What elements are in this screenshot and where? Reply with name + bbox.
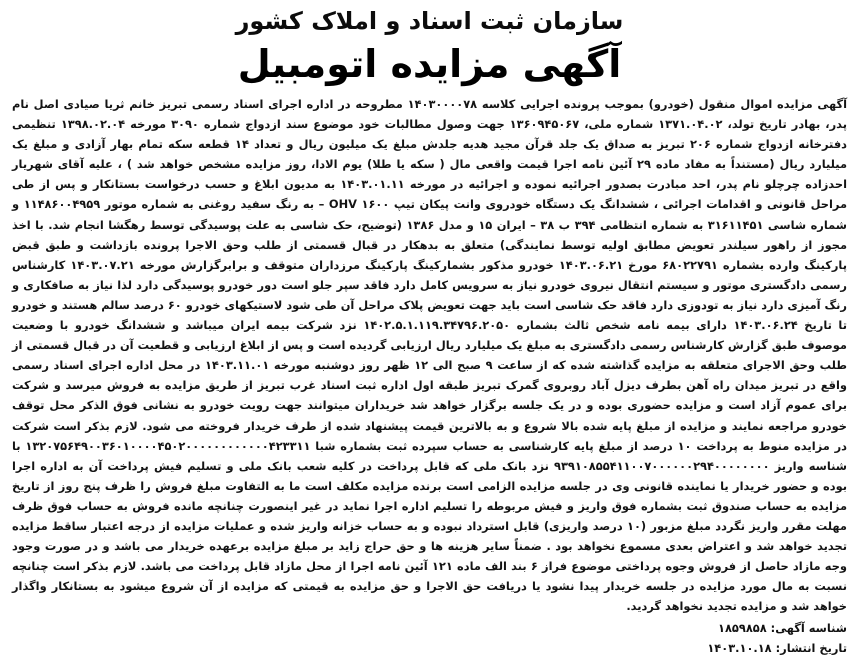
ad-id-value: ۱۸۵۹۸۵۸ xyxy=(718,621,767,636)
publish-date-label: تاریخ انتشار: xyxy=(775,641,847,656)
ad-id-label: شناسه آگهی: xyxy=(770,621,847,636)
notice-title: آگهی مزایده اتومبیل xyxy=(237,42,622,86)
publish-date-value: ۱۴۰۳.۱۰.۱۸ xyxy=(707,641,772,656)
ad-id-line xyxy=(12,618,847,638)
notice-header xyxy=(12,4,847,92)
publish-date-line xyxy=(12,638,847,658)
notice-footer xyxy=(12,618,847,658)
organization-title: سازمان ثبت اسناد و املاک کشور xyxy=(235,7,624,35)
notice-body-text: آگهی مزایده اموال منقول (خودرو) بموجب پرونده اجرایی کلاسه ۱۴۰۳۰۰۰۰۷۸ مطروحه در اداره اجرای اسناد رسمی تبریز خانم ثریا صیادی اصل نام پدر، بهادر تاریخ تولد، ۱۳۷۱.۰۴.۰۲ شماره ملی، ۱۳۶۰۹۴۵۰۶۷ جهت وصول مطالبات خود موضوع سند ازدواج شماره ۳۰۹۰ مورخه ۱۳۹۸.۰۲.۰۴ تنظیمی دفترخانه ازدواج شماره ۲۰۶ تبریز به صداق یک جلد قرآن مجید هدیه جلدش مبلغ یک میلیون ریال و تعداد ۱۴ قطعه سکه تمام بهار آزادی و مبلغ یک میلیارد ریال (مستنداً به مفاد ماده ۲۹ آئین نامه اجرا قیمت واقعی مال ( سکه یا طلا) یوم الادا، روز مزایده مشخص خواهد شد ) ، علیه آقای شهریار احدزاده چرچلو نام پدر، احد مبادرت بصدور اجرائیه نموده و اجرائیه در مورخه ۱۴۰۳.۰۱.۱۱ به مدیون ابلاغ و حسب درخواست بستانکار و پس از طی مراحل قانونی و اقدامات اجرائی ، ششدانگ یک دستگاه خودروی وانت پیکان تیپ OHV ۱۶۰۰ – به رنگ سفید روغنی به شماره موتور ۱۱۴۸۶۰۰۴۹۵۹ و شماره شاسی ۳۱۶۱۱۴۵۱ به شماره انتظامی ۳۹۴ ب ۳۸ – ایران ۱۵ و مدل ۱۳۸۶ (توضیح، حک شاسی به علت پوسیدگی توسط رهگشا انجام شد. با اخذ مجوز از راهور سیلندر تعویض مطابق اولیه توسط نمایندگی) متعلق به بدهکار در قبال قسمتی از طلب وحق الاجرا پرونده بازداشت و طبق قبض پارکینگ وارده بشماره ۶۸۰۲۲۷۹۱ مورخ ۱۴۰۳.۰۶.۲۱ خودرو مذکور بشمارکینگ پارکینگ مرزداران متوقف و برابرگزارش مورخه ۱۴۰۳.۰۷.۲۱ کارشناس رسمی دادگستری موتور و سیستم انتقال نیروی خودرو نیاز به سرویس کامل دارد فاقد سپر جلو است دور خودرو پوسیدگی دارد لذا نیاز به صافکاری و رنگ آمیزی دارد نیاز به تودوزی دارد فاقد حک شاسی است باید جهت تعویض پلاک مراحل آن طی شود لاستیکهای خودرو ۶۰ درصد سالم هستند و خودرو تا تاریخ ۱۴۰۳.۰۶.۲۴ دارای بیمه نامه شخص ثالث بشماره ۱۴۰۲.۵.۱.۱۱۹.۳۴۷۹۶.۲۰۵۰ نزد شرکت بیمه ایران میباشد و ششدانگ خودرو با وضعیت موصوف طبق گزارش کارشناس رسمی دادگستری به مبلغ یک میلیارد ریال ارزیابی گردیده است و پس از ابلاغ ارزیابی و قطعیت آن در قبال قسمتی از طلب وحق الاجرای متعلقه به مزایده گذاشته شده که از ساعت ۹ صبح الی ۱۲ ظهر روز دوشنبه مورخه ۱۴۰۳.۱۱.۰۱ در محل اداره اجرای اسناد رسمی واقع در تبریز میدان راه آهن بطرف دیزل آباد روبروی گمرک تبریز طبقه اول اداره ثبت اسناد غرب تبریز از طریق مزایده به فروش میرسد و شرکت برای عموم آزاد است و مزایده حضوری بوده و در یک جلسه برگزار خواهد شد خریداران میتوانند جهت رویت خودرو به نشانی فوق الذکر محل توقف خودرو مراجعه نمایند و مزایده از مبلغ پایه شده بالا شروع و به بالاترین قیمت پیشنهاد شده از طرف خریدار فروخته می شود. لازم بذکر است شرکت در مزایده منوط به پرداخت ۱۰ درصد از مبلغ پایه کارشناسی به حساب سپرده ثبت بشماره شبا ۱۳۲۰۷۵۶۴۹۰۰۳۶۰۱۰۰۰۰۴۵۰۲۰۰۰۰۰۰۰۰۰۰۰۰۴۲۳۳۱۱ با شناسه واریز ۹۳۹۱۰۸۵۵۴۱۱۰۰۷۰۰۰۰۰۰۲۹۴۰۰۰۰۰۰۰۰ نزد بانک ملی که قابل پرداخت در کلیه شعب بانک ملی و تسلیم فیش پرداخت آن به اداره اجرا بوده و حضور خریدار یا نماینده قانونی وی در جلسه مزایده الزامی است برنده مزایده مکلف است ما به التفاوت مبلغ فروش را ظرف پنج روز از تاریخ مزایده به حساب صندوق ثبت بشماره فوق واریز و فیش مربوطه را تسلیم اداره اجرا نماید در غیر اینصورت چنانچه مانده فروش به حساب فوق ظرف مهلت مقرر واریز نگردد مبلغ مزبور (۱۰ درصد واریزی) قابل استرداد نبوده و به حساب خزانه واریز شده و عملیات مزایده از درجه اعتبار ساقط مزایده تجدید خواهد شد و اعتراض بعدی مسموع نخواهد بود . ضمناً سایر هزینه ها و حق حراج زاید بر مبلغ مزایده برعهده خریدار می باشد و در صورت وجود وجه مازاد حاصل از فروش وجوه پرداختی موضوع فراز ۶ بند الف ماده ۱۲۱ آئین نامه اجرا از محل مازاد قابل پرداخت می باشد. لازم بذکر است چنانچه نسبت به مال مورد مزایده در جلسه خریدار پیدا نشود یا دریافت حق الاجرا و حق مزایده به قیمتی که مزایده از آن شروع میشود به بستانکار واگذار خواهد شد و مزایده تجدید نخواهد گردید. xyxy=(12,97,848,614)
